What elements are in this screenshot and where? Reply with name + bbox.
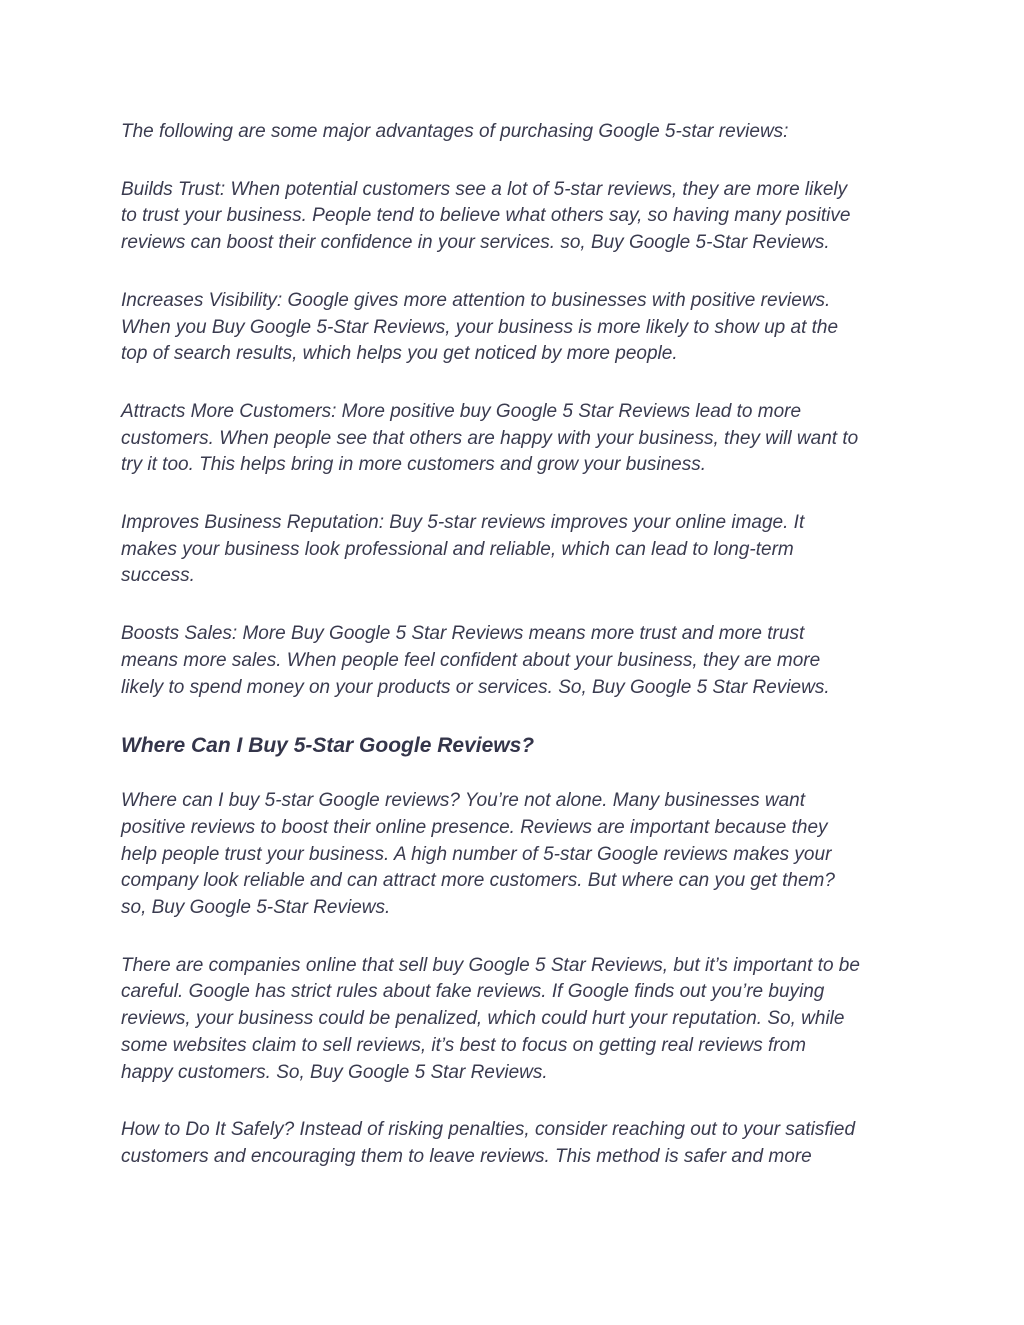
paragraph-where-can-i-buy: Where can I buy 5-star Google reviews? You’re not alone. Many businesses want positive reviews to boost their online presence. Reviews are important because they help people trust your business. A high number of 5-star Google reviews makes your company look reliable and can attract more customers. But where can you get them? so, Buy Google 5-Star Reviews. [121, 790, 835, 919]
paragraph-how-to-do-it-safely: How to Do It Safely? Instead of risking penalties, consider reaching out to your satisfied customers and encouraging them to leave reviews. This method is safer and more [121, 1119, 856, 1167]
paragraph-companies-online: There are companies online that sell buy Google 5 Star Reviews, but it’s important to be careful. Google has strict rules about fake reviews. If Google finds out you’re buying reviews, your business could be penalized, which could hurt your reputation. So, while some websites claim to sell reviews, it’s best to focus on getting real reviews from happy customers. So, Buy Google 5 Star Reviews. [121, 954, 860, 1083]
section-heading: Where Can I Buy 5-Star Google Reviews? [121, 734, 535, 758]
document-body [121, 119, 906, 1202]
paragraph-attracts-customers: Attracts More Customers: More positive buy Google 5 Star Reviews lead to more customers. When people see that others are happy with your business, they will want to try it too. This helps bring in more customers and grow your business. [121, 400, 859, 476]
intro-paragraph: The following are some major advantages of purchasing Google 5-star reviews: [121, 121, 789, 142]
paragraph-boosts-sales: Boosts Sales: More Buy Google 5 Star Reviews means more trust and more trust means more sales. When people feel confident about your business, they are more likely to spend money on your products or services. So, Buy Google 5 Star Reviews. [121, 623, 830, 698]
paragraph-increases-visibility: Increases Visibility: Google gives more attention to businesses with positive reviews. When you Buy Google 5-Star Reviews, your business is more likely to show up at the top of search results, which helps you get noticed by more people. [121, 289, 839, 365]
paragraph-improves-reputation: Improves Business Reputation: Buy 5-star reviews improves your online image. It makes your business look professional and reliable, which can lead to long-term success. [121, 512, 805, 587]
paragraph-builds-trust: Builds Trust: When potential customers see a lot of 5-star reviews, they are more likely to trust your business. People tend to believe what others say, so having many positive reviews can boost their confidence in your services. so, Buy Google 5-Star Reviews. [121, 178, 851, 254]
